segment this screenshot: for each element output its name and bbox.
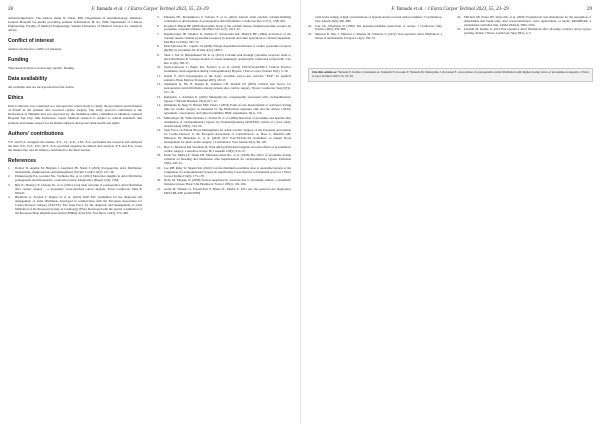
reference-text: Diaz-Sylvester PL, Copello JA (2009) Voltage-dependent modulation of cardiac ryanodine receptors (RyR2) by protamine. PLoS One 4(12), e8315. [164,44,291,53]
reference-text: Mitchell LB, Exner DV, Wyse DG, et al. (2005) Prophylactic oral amiodarone for the prevention of arrhythmias that begin early after revascularization, valve replacement, or repair: PAPABEAR: a randomized controlled trial. JAMA 294(24), 3093–3100. [464,15,591,27]
reference-text: Pamukcuoglu EA, Gorenki NG, Vuchiena DA, et al. (2021) Molecular insights in atrial fibrillation pathogenesis and therapeutics: a narrative review. Diagnostics (Basel) 11(9), 1584. [15,174,142,183]
reference-number: 1. [8,165,11,170]
reference-item [157,54,291,66]
data-availability-text: All available data are incorporated into the article. [8,85,75,90]
reference-number: 19. [157,165,161,170]
page-number: 29 [587,7,592,12]
reference-text: Ramsadcu J, Karhund K (2022) Managing the coagulopathy associated with cardiopulmonary bypass. J Thromb Haemost 18(4), 817–32. [164,94,291,103]
reference-item [457,28,591,36]
reference-list [8,167,142,216]
reference-number: 15. [157,115,161,120]
reference-number: 16. [157,128,161,133]
reference-number: 12. [157,82,161,87]
reference-number: 25. [457,27,461,32]
reference-number: 13. [157,94,161,99]
reference-item [157,117,291,129]
section-title-data-availability: Data availability [8,76,48,83]
section-title-funding: Funding [8,57,29,64]
reference-text: valid in the setting of high concentrations of heparin and its reversal with protamine? J Cardiothorac Vasc Anesth 25(6), 981–986. [315,15,442,23]
reference-text: Lee RH, Riley W, Shanni KG (2022) Can the minimum protamine dose to neutralize heparin at the completion of cardiopulmonary bypass be significantly lower than the conventional protocol. J Extra Corpor Technol 54(3), 173–178. [164,165,291,178]
right-page-column-1 [308,16,442,42]
reference-number: 24. [457,15,461,19]
page-header-left [8,5,292,14]
cite-label: Cite this article as: [312,70,338,74]
reference-number: 17. [157,144,161,149]
reference-list [157,16,291,195]
section-title-contributions: Authors' contributions [8,130,64,137]
acknowledgements [8,16,142,32]
reference-number: 3. [8,182,11,187]
section-title-references: References [8,157,36,164]
reference-number: 8. [157,44,160,49]
reference-text: Letsduit M, Kumar A. 2021 Post-operative atrial fibrillation after off-pump coronary artery bypass grafting. Indian J Thorac Cardiovasc Surg 38(1), 4–5. [464,27,591,36]
reference-text: Task Force on Patient Blood Management for Adult Cardiac Surgery of the European Association for Cardio-Thoracic S, the European Association of Cardiothoracic A, Boer C, Meesters MI, Milojevic M, Benedetto U, et al. (2018) 2017 EACTS/EACTA Guidelines on patient blood management for adult cardiac surgery. J Cardiothorac Vasc Anesth 32(1), 88–120. [164,128,291,145]
acknowledgements-label: Acknowledgements. [8,16,35,20]
reference-text: Dobrev D, Aguilar M, Heijman J, Guichard JB, Nattel S (2019) Postoperative atrial fibrillation: mechanisms, manifestations and management. Nat Rev Cardiol 16(7), 417–36. [15,165,142,174]
reference-item [8,184,142,196]
page-right [300,0,600,424]
reference-number: 21. [157,186,161,191]
coi-text: Authors declared no conflict of interests. [8,47,62,52]
reference-text: Kanda Y. 2013 Investigation of the freely available easy-to-use software "EZR" for medical statistics. Bone Marrow Transplant 48(3), 452–8. [164,73,291,82]
reference-text: Carr JA, Silverman N (1999) The heparin-protamine interaction. A review. J Cardiovasc Surg (Torino) 40(5), 659–666. [315,23,442,32]
reference-text: Fukuoka PK, Bockamkova V, Sobreto F, et al. (2021) Altered atrial calcium calcium-handling contributes to development of postoperative atrial fibrillation. Cardiovasc Res 117(7), 1790–801. [164,15,291,23]
reference-item [157,154,291,166]
reference-item [308,33,442,41]
left-page-column-1 [8,16,142,217]
reference-number: 9. [157,52,160,57]
reference-number: 4. [8,195,11,200]
reference-text: Yamashita K, Hu N, Ranjan R, Selzman CH, Dosdall DJ (2019) Clinical risk factors for postoperative atrial fibrillation among patients after cardiac surgery. Thorac Cardiovasc Surg 67(2), 107–16. [164,82,291,95]
reference-item [8,196,142,216]
funding-text: This research did not receive any specific funding. [8,66,75,71]
running-head: F. Yamada et al. / J Extra Corpor Technol 2023, 55, 23–29 [91,7,209,12]
acknowledgements-text: The authors thank N. Takai, MD, Department of Anesthesiology, Okamoto General Hospital for kindly providing patients' information. H. Ito, PhD, Department of Clinical Engineering, Faculty of Medical Engineering, Suzuka University of Medical Science for statistical advice. [8,16,142,33]
reference-item [157,188,291,196]
reference-item [157,129,291,145]
reference-text: Boer C, Meesters MI, Veerhoek D, Vonk ABA (2018) Anticoagulant and side-effects of protamine in cardiac surgery: a narrative review. Br J Anaesth 120(5), 914–27. [164,144,291,153]
reference-number: 18. [157,153,161,158]
reference-number: 14. [157,103,161,108]
right-page-column-2 [457,16,591,37]
reference-number: 10. [157,65,161,70]
reference-text: Dirkmann D, Nagy E, Britten MW, Peters J (2019) Point-of-care measurement of activated clotting time for cardiac surgery as measured by the Hemochron signature elite and the Abbott i-STAT: agreement, concordance, and clinical reliability. BMC Anesthesiol 19(1), 174. [164,103,291,116]
reference-text: Shan J, Xie W, Betzenhauser M, et al. (2012) Calcium leak through ryanodine receptors leads to atrial fibrillation in 3 mouse models of catecholaminergic polymorphic ventricular tachycardia. Circ Res 111(6), 708–17. [164,52,291,65]
cite-this-article-box [308,68,593,82]
cite-text: Yamada Y, Iwama J, Kanehara A, Taniuchi N, Kosaka Y, Yamada M, Maruyama J, & Aranai E. Association of postoperative atrial fibrillation with higher dosing ratios of protamine-to-heparin. J Extra Corpor Technol 2023, 55, 23–29 [312,70,589,78]
contributions-text: Y.Y. and E.A. designed the studies. Y.Y., J.I., A.K., J.M., E.A. performed the research and analyzed the data. Y.Y., N.T., Y.K., M.Y., E.A. provided expertise in clinical data analysis. Y.Y. and E.A. wrote the manuscript, and all authors contributed to the final version. [8,139,142,152]
reference-list [308,16,442,41]
reference-list [457,16,591,36]
reference-text: Mittermayer M, Velik-Salchner C, Stalzer B, et al. (2009) Detection of protamine and heparin after termination of cardiopulmonary bypass by thrombelastometry (ROTEM): results of a pilot study. Anesth Analg 108(3), 743–50. [164,115,291,128]
reference-number: 2. [8,174,11,179]
reference-number: 6. [157,23,160,28]
section-title-ethics: Ethics [8,95,24,102]
reference-number: 22. [308,23,312,28]
ethics-text: Data Collection was conducted as a retrospective cohort study to clarify the prevalence and incidence of POAF in the patients who received cardiac surgery. The study protocol conformed to the Declaration of Helsinki and was approved by the institution ethics committee in Okamoto General Hospital Epi City, Mie Prefecture, Japan. Medical research is subject to ethical standards that promote and ensure respect for all human subjects and protect their health and rights. [8,104,142,125]
section-title-coi: Conflict of interest [8,38,54,45]
reference-text: Kosden F, Bielok BE (2000) Reversible block of the calcium release channel/ryanodine receptor by protamine, a heparin antidote. Mol Biol Cell 11(7), 2213–25. [164,23,291,32]
reference-text: Ragimovskey IB, Dudkov K, Kalkan E, Sroszewski DA, Bielsch BE (1999) Activation of the calcium release channel (ryanodine receptor) by heparin and other polyanions is calcium dependent. Mol Biol Cell 8(2), 365–72. [164,32,291,44]
reference-item [157,104,291,116]
running-head: F. Yamada et al. / J Extra Corpor Technol 2023, 55, 23–29 [391,7,509,12]
reference-number: 5. [157,15,160,19]
reference-item [157,83,291,95]
reference-text: Grebe H, Wiemer G, Tazaeli-Poli P, Braun JL, Martin E. 2011 Are the point-of-care diagnostics MULTIPLATE and ROTEM [164,186,291,195]
reference-number: 11. [157,73,161,78]
reference-text: Sarsit-Lemaoux L, Baker RA, Ferreira V, et al. (2018) STS/SCA/AmSECT Clinical Practice Guidelines: Anticoagulation during Cardiopulmonary Bypass. J Extra Corpor Technol 50(1), 5–18. [164,65,291,74]
reference-text: Massoni R, Nijs J, Massoni J, Alkema M, Schelton U (2012) Post-operative atrial fibrillation: a matter of mechanisms. Europace 14(2), 159–74. [315,32,442,40]
reference-text: Hsu JC, Huang CY, Chuang SL, et al. (2021) Long term outcome of postoperative atrial fibrillation after cardiac surgery – a propensity score-matched cohort analysis. Front Cardiovasc Med 8, 650147. [15,182,142,195]
reference-number: 23. [308,32,312,36]
reference-text: Kunz SA, Miles LF, Sunni IM, Merreden-Allen RL, et al. (2018) The effect of protamine dosing variation on bleeding and transfusion after heparinisation for cardiopulmonary bypass. Perfusion 33(6), 445–52. [164,153,291,166]
reference-number: 20. [157,178,161,183]
page-number: 28 [8,7,13,12]
reference-text: Nybo M, Madsen JS (2008) Serious anaphylactic reactions due to protamine sulfate: a systematic literature review. Basic Clin Pharmacol Toxicol 103(2), 192–196. [164,178,291,187]
reference-item [457,16,591,28]
reference-item [157,33,291,45]
reference-text: Hindricks G, Potpara T, Dagres N, et al. (2021) 2020 ESC Guidelines for the diagnosis and management of atrial fibrillation developed in collaboration with the European Association for Cardio-Thoracic Surgery (EACTS): The Task Force for the diagnosis and management of atrial fibrillation of the European Society of Cardiology (ESC) Developed with the special contribution of the European Heart Rhythm Association (EHRA) of the ESC. Eur Heart J 42(5), 373–498. [15,195,142,215]
left-page-column-2 [157,16,291,196]
reference-item [157,167,291,179]
reference-number: 7. [157,32,160,36]
page-header-right [308,5,592,14]
